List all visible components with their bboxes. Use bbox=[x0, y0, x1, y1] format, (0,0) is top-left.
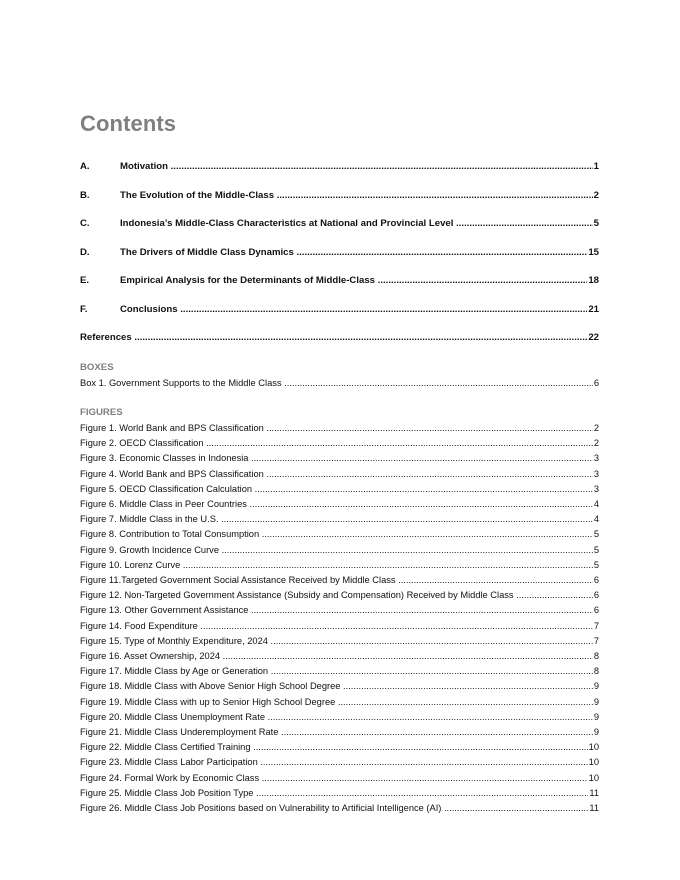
figure-entry[interactable] bbox=[80, 635, 599, 648]
figure-title: Figure 24. Formal Work by Economic Class ..... bbox=[80, 772, 588, 785]
section-letter: E. bbox=[80, 275, 90, 286]
figure-entry[interactable] bbox=[80, 696, 599, 709]
toc-section-f[interactable] bbox=[80, 303, 599, 316]
section-letter: F. bbox=[80, 304, 88, 315]
figure-title: Figure 4. World Bank and BPS Classification ..... bbox=[80, 468, 593, 481]
figure-page: 4 bbox=[593, 499, 599, 509]
figures-heading: FIGURES bbox=[80, 407, 123, 418]
figure-entry[interactable] bbox=[80, 756, 599, 769]
figure-title: Figure 21. Middle Class Underemployment Rate ..... bbox=[80, 726, 593, 739]
figure-page: 5 bbox=[593, 544, 599, 555]
figure-entry[interactable] bbox=[80, 513, 599, 526]
section-page: 21 bbox=[588, 304, 599, 315]
figure-entry[interactable] bbox=[80, 665, 599, 678]
figure-title: Figure 10. Lorenz Curve ..... bbox=[80, 559, 593, 572]
figure-page: 5 bbox=[593, 529, 599, 540]
figure-title: Figure 9. Growth Incidence Curve ..... bbox=[80, 544, 593, 557]
figure-title: Figure 17. Middle Class by Age or Generation ..... bbox=[80, 665, 593, 678]
toc-references[interactable] bbox=[80, 331, 599, 344]
figure-page: 9 bbox=[593, 696, 599, 707]
figure-page: 6 bbox=[593, 590, 599, 601]
figure-page: 8 bbox=[593, 666, 599, 677]
figure-page: 2 bbox=[593, 438, 599, 449]
figure-entry[interactable] bbox=[80, 772, 599, 785]
figure-entry[interactable] bbox=[80, 620, 599, 633]
section-page: 2 bbox=[593, 190, 599, 201]
toc-section-b[interactable] bbox=[80, 189, 599, 202]
figure-page: 9 bbox=[593, 711, 599, 722]
figure-page: 7 bbox=[593, 620, 599, 631]
figure-title: Figure 16. Asset Ownership, 2024 ..... bbox=[80, 650, 593, 663]
figure-entry[interactable] bbox=[80, 498, 599, 511]
section-title: The Evolution of the Middle-Class ..... bbox=[120, 189, 593, 202]
figure-page: 5 bbox=[593, 559, 599, 570]
section-title: Indonesia’s Middle-Class Characteristics at National and Provincial Level ..... bbox=[120, 217, 593, 230]
figure-entry[interactable] bbox=[80, 483, 599, 496]
figure-title: Figure 14. Food Expenditure ..... bbox=[80, 620, 593, 633]
figure-title: Figure 23. Middle Class Labor Participation ..... bbox=[80, 756, 588, 769]
figure-title: Figure 18. Middle Class with Above Senior High School Degree ..... bbox=[80, 680, 593, 693]
figure-title: Figure 20. Middle Class Unemployment Rate ..... bbox=[80, 711, 593, 724]
figure-title: Figure 15. Type of Monthly Expenditure, 2024 ..... bbox=[80, 635, 593, 648]
section-page: 15 bbox=[588, 247, 599, 258]
figure-title: Figure 7. Middle Class in the U.S. ..... bbox=[80, 513, 593, 526]
figure-page: 9 bbox=[593, 727, 599, 737]
figure-page: 7 bbox=[593, 635, 599, 646]
section-page: 1 bbox=[593, 161, 599, 172]
figure-page: 8 bbox=[593, 651, 599, 661]
figure-title: Figure 1. World Bank and BPS Classification ..... bbox=[80, 422, 593, 435]
figure-entry[interactable] bbox=[80, 437, 599, 450]
figure-title: Figure 5. OECD Classification Calculation ..... bbox=[80, 483, 593, 496]
figure-page: 6 bbox=[593, 575, 599, 585]
figure-title: Figure 8. Contribution to Total Consumption ..... bbox=[80, 528, 593, 541]
figure-title: Figure 26. Middle Class Job Positions based on Vulnerability to Artificial Intelligence (AI) ..... bbox=[80, 802, 588, 815]
toc-section-a[interactable] bbox=[80, 160, 599, 173]
figure-page: 3 bbox=[593, 453, 599, 464]
figure-entry[interactable] bbox=[80, 711, 599, 724]
box-title: Box 1. Government Supports to the Middle Class ..... bbox=[80, 377, 593, 390]
figure-entry[interactable] bbox=[80, 604, 599, 617]
toc-section-c[interactable] bbox=[80, 217, 599, 230]
figure-title: Figure 25. Middle Class Job Position Type ..... bbox=[80, 787, 588, 800]
figure-page: 6 bbox=[593, 605, 599, 616]
toc-section-e[interactable] bbox=[80, 274, 599, 287]
figure-title: Figure 11.Targeted Government Social Assistance Received by Middle Class ..... bbox=[80, 574, 593, 587]
toc-section-d[interactable] bbox=[80, 246, 599, 259]
figure-entry[interactable] bbox=[80, 574, 599, 587]
figure-page: 9 bbox=[593, 681, 599, 692]
section-letter: A. bbox=[80, 161, 90, 172]
figure-page: 10 bbox=[588, 757, 599, 768]
figure-page: 10 bbox=[588, 742, 599, 753]
references-page: 22 bbox=[588, 332, 599, 343]
figure-entry[interactable] bbox=[80, 422, 599, 435]
section-letter: C. bbox=[80, 218, 90, 229]
section-letter: D. bbox=[80, 247, 90, 258]
figure-title: Figure 3. Economic Classes in Indonesia ..... bbox=[80, 452, 593, 465]
figure-entry[interactable] bbox=[80, 589, 599, 602]
figure-page: 4 bbox=[593, 514, 599, 525]
figure-title: Figure 13. Other Government Assistance ..... bbox=[80, 604, 593, 617]
section-page: 5 bbox=[593, 218, 599, 229]
figure-entry[interactable] bbox=[80, 559, 599, 572]
figure-entry[interactable] bbox=[80, 528, 599, 541]
figure-title: Figure 22. Middle Class Certified Training ..... bbox=[80, 741, 588, 754]
references-title: References ..... bbox=[80, 331, 587, 344]
box-entry[interactable] bbox=[80, 377, 599, 390]
figure-page: 11 bbox=[589, 787, 599, 798]
figure-entry[interactable] bbox=[80, 726, 599, 739]
figure-entry[interactable] bbox=[80, 741, 599, 754]
figure-entry[interactable] bbox=[80, 468, 599, 481]
figure-entry[interactable] bbox=[80, 802, 599, 815]
figure-page: 10 bbox=[588, 772, 599, 783]
figure-page: 11 bbox=[589, 803, 599, 813]
figure-entry[interactable] bbox=[80, 650, 599, 663]
box-page: 6 bbox=[593, 378, 599, 388]
figure-entry[interactable] bbox=[80, 544, 599, 557]
section-title: Conclusions ..... bbox=[120, 303, 587, 316]
figure-entry[interactable] bbox=[80, 452, 599, 465]
figure-title: Figure 12. Non-Targeted Government Assistance (Subsidy and Compensation) Received by Middle Class ..... bbox=[80, 589, 593, 602]
figure-page: 2 bbox=[593, 423, 599, 433]
figure-title: Figure 2. OECD Classification ..... bbox=[80, 437, 593, 450]
section-page: 18 bbox=[588, 275, 599, 286]
figure-page: 3 bbox=[593, 468, 599, 479]
section-title: Empirical Analysis for the Determinants of Middle-Class ..... bbox=[120, 274, 587, 287]
figure-entry[interactable] bbox=[80, 787, 599, 800]
section-letter: B. bbox=[80, 190, 90, 201]
figure-entry[interactable] bbox=[80, 680, 599, 693]
boxes-heading: BOXES bbox=[80, 362, 114, 373]
page-title: Contents bbox=[80, 111, 177, 136]
section-title: Motivation ..... bbox=[120, 160, 593, 173]
figure-title: Figure 19. Middle Class with up to Senior High School Degree ..... bbox=[80, 696, 593, 709]
figure-title: Figure 6. Middle Class in Peer Countries ..... bbox=[80, 498, 593, 511]
section-title: The Drivers of Middle Class Dynamics ..... bbox=[120, 246, 587, 259]
figure-page: 3 bbox=[593, 483, 599, 494]
